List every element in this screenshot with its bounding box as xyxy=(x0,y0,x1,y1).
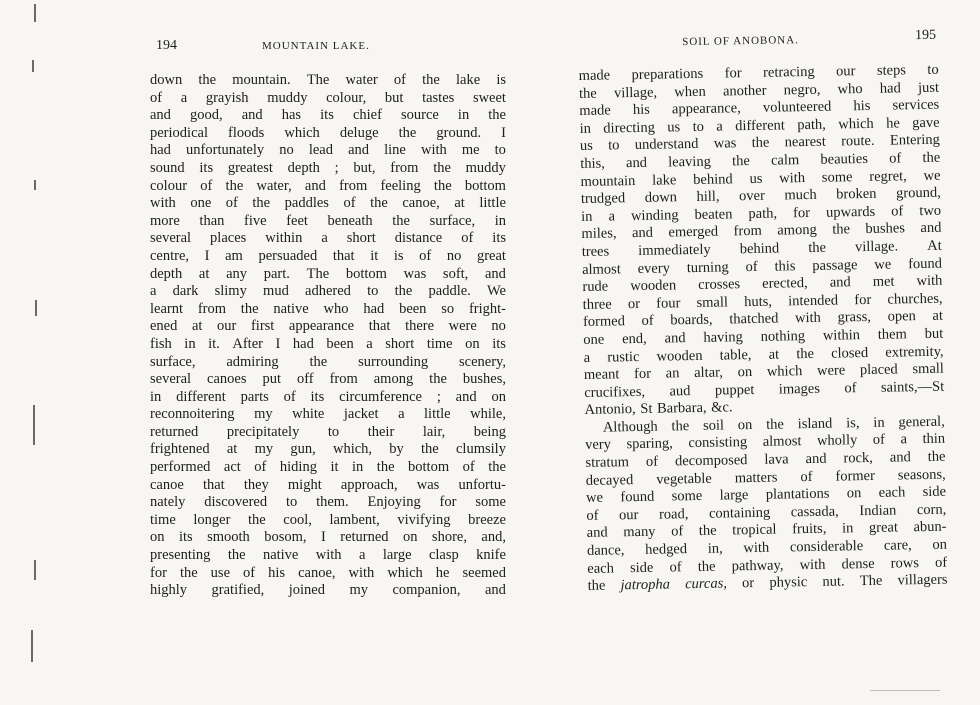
text-line: in directing us to a different path, which he gave xyxy=(579,114,940,137)
text-line: ened at our first appearance that there were no xyxy=(150,318,506,335)
text-line: this, and leaving the calm beauties of the xyxy=(580,149,941,172)
text-line: with one of the paddles of the canoe, at little xyxy=(150,195,506,212)
text-line: crucifixes, aud puppet images of saints,—St xyxy=(584,378,945,401)
right-page-number: 195 xyxy=(914,27,937,44)
text-line: of our road, containing cassada, Indian corn, xyxy=(586,501,947,524)
text-line: stratum of decomposed lava and rock, and the xyxy=(585,448,946,471)
text-line: colour of the water, and from feeling the bottom xyxy=(150,177,506,194)
text-line: the village, when another negro, who had just xyxy=(578,79,940,102)
text-line: presenting the native with a large clasp knife xyxy=(150,547,506,564)
text-line: time longer the cool, lambent, vivifying breeze xyxy=(150,511,506,528)
text-line: Although the soil on the island is, in general, xyxy=(602,413,945,436)
right-text-column xyxy=(579,62,948,596)
text-line: canoe that they might approach, was unfortu- xyxy=(150,476,506,493)
text-line: dance, hedged in, with considerable care, on xyxy=(586,536,948,559)
text-line: the jatropha curcas, or physic nut. The villagers xyxy=(587,571,948,595)
text-line: miles, and emerged from among the bushes and xyxy=(581,220,942,243)
text-line: surface, admiring the surrounding scenery, xyxy=(150,353,506,370)
text-line: Antonio, St Barbara, &c. xyxy=(584,399,733,419)
text-line: us to understand was the nearest route. Entering xyxy=(579,132,940,155)
text-line: had unfortunately no lead and line with me to xyxy=(150,142,506,159)
text-line: fish in it. After I had been a short time on its xyxy=(150,335,506,352)
text-line: periodical floods which deluge the ground. I xyxy=(150,124,506,141)
text-line: highly gratified, joined my companion, and xyxy=(150,582,506,599)
text-line: several canoes put off from among the bushes, xyxy=(150,371,506,388)
text-line: nately discovered to them. Enjoying for some xyxy=(150,494,506,511)
left-page xyxy=(150,38,506,600)
text-line: meant for an altar, on which were placed small xyxy=(583,360,945,384)
text-line: on its smooth bosom, I returned on shore, and, xyxy=(150,529,506,546)
text-line: made his appearance, volunteered his services xyxy=(579,96,940,120)
text-line: and many of the tropical fruits, in great abun- xyxy=(586,519,947,542)
text-line: we found some large plantations on each side xyxy=(585,483,947,507)
text-line: a rustic wooden table, at the closed extremity, xyxy=(583,343,944,366)
left-text-column xyxy=(150,72,506,600)
text-line: in different parts of its circumference ; and on xyxy=(150,388,506,405)
text-line: down the mountain. The water of the lake is xyxy=(150,72,506,88)
text-line: sound its greatest depth ; but, from the muddy xyxy=(150,159,506,176)
text-line: very sparing, consisting almost wholly of a thin xyxy=(585,431,946,454)
text-line: performed act of hiding it in the bottom of the xyxy=(150,459,506,476)
text-line: decayed vegetable matters of former seasons, xyxy=(585,466,946,489)
left-page-number: 194 xyxy=(156,38,177,53)
text-line: several places within a short distance of its xyxy=(150,230,506,247)
right-running-head xyxy=(578,28,938,54)
right-page xyxy=(578,28,948,596)
text-line: a dark slimy mud adhered to the paddle. We xyxy=(150,283,506,300)
text-line: one end, and having nothing within them but xyxy=(583,325,944,348)
left-running-head xyxy=(150,38,506,58)
text-line: frightened at my gun, which, by the clumsily xyxy=(150,441,506,458)
page-edge-marks xyxy=(28,0,42,705)
text-line: mountain lake behind us with some regret, we xyxy=(580,167,941,190)
text-line: trudged down hill, over much broken ground, xyxy=(580,184,941,208)
text-line: more than five feet beneath the surface, in xyxy=(150,212,506,229)
text-line: formed of boards, thatched with grass, open at xyxy=(582,307,944,331)
page-rule xyxy=(870,690,940,691)
text-line: returned precipitately to their lair, being xyxy=(150,423,506,440)
text-line: centre, I am persuaded that it is of no great xyxy=(150,247,506,264)
text-line: of a grayish muddy colour, but tastes sweet xyxy=(150,89,506,106)
text-line: trees immediately behind the village. At xyxy=(581,237,942,260)
text-line: and good, and has its chief source in the xyxy=(150,107,506,124)
right-running-title: SOIL OF ANOBONA. xyxy=(682,34,799,49)
text-line: learnt from the native who had been so fright- xyxy=(150,300,506,317)
text-line: depth at any part. The bottom was soft, and xyxy=(150,265,506,282)
text-line: reconnoitering my white jacket a little while, xyxy=(150,406,506,423)
text-line: each side of the pathway, with dense rows of xyxy=(587,554,948,577)
text-line: rude wooden crosses erected, and met with xyxy=(582,272,943,296)
text-line: made preparations for retracing our steps to xyxy=(578,61,939,84)
left-running-title: MOUNTAIN LAKE. xyxy=(262,40,370,52)
text-line: in a winding beaten path, for upwards of two xyxy=(581,202,942,225)
text-line: almost every turning of this passage we found xyxy=(581,255,943,278)
text-line: three or four small huts, intended for churches, xyxy=(582,290,943,313)
text-line: for the use of his canoe, with which he seemed xyxy=(150,564,506,581)
